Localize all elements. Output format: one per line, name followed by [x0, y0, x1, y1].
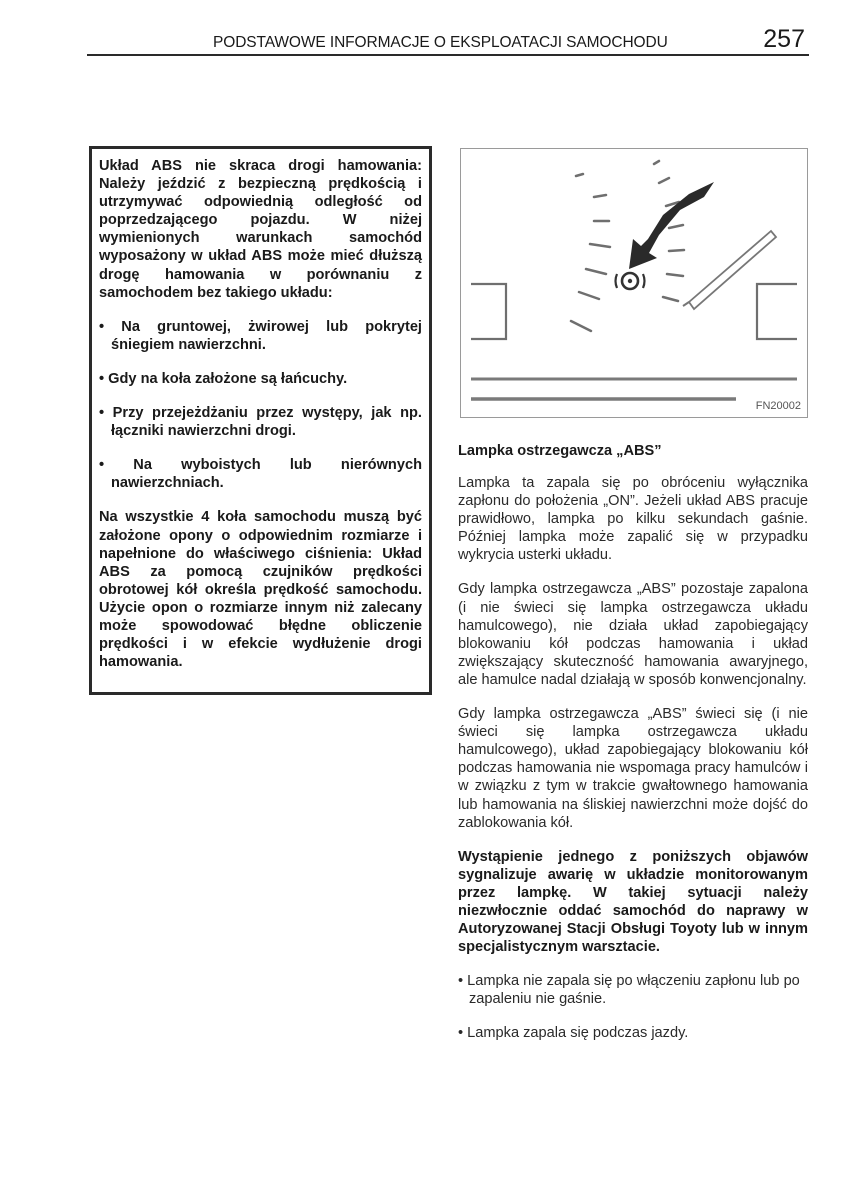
warning-list-item: • Przy przejeżdżaniu przez występy, jak np. łączniki nawierzchni drogi.: [99, 405, 422, 440]
warning-box: [89, 146, 432, 695]
paragraph: Gdy lampka ostrzegawcza „ABS” pozostaje zapalona (i nie świeci się lampka ostrzegawcza układu hamulcowego), nie działa układ zapobiegający blokowaniu kół podczas hamowania i układ zwiększający skuteczność hamowania awaryjnego, ale hamulce nadal działają w sposób konwencjonalny.: [458, 581, 808, 688]
figure-code: FN20002: [755, 400, 801, 412]
symptom-list-item: • Lampka zapala się podczas jazdy.: [458, 1025, 689, 1042]
bold-paragraph: Wystąpienie jednego z poniższych objawów sygnalizuje awarię w układzie monitorowanym przez lampkę. W takiej sytuacji należy niezwłocznie oddać samochód do naprawy w Autoryzowanej Stacji Obsługi Toyoty lub w innym specjalistycznym warsztacie.: [458, 848, 808, 956]
pointer-arrow-icon: [629, 182, 714, 269]
section-heading: Lampka ostrzegawcza „ABS”: [458, 443, 662, 459]
symptom-list: [458, 972, 808, 1042]
warning-closing: Na wszystkie 4 koła samochodu muszą być założone opony o odpowiednim rozmiarze i napełnione do właściwego ciśnienia: Układ ABS za pomocą czujników prędkości obrotowej kół określa prędkość samochodu. Użycie opon o rozmiarze innym niż zalecany może spowodować błędne obliczenie prędkości i w efekcie wydłużenie drogi hamowania.: [99, 509, 422, 671]
page-number: 257: [763, 25, 805, 53]
gauge-illustration: [461, 149, 807, 417]
page-header: [87, 22, 809, 56]
paragraph: Gdy lampka ostrzegawcza „ABS” świeci się (i nie świeci się lampka ostrzegawcza układu hamulcowego), układ zapobiegający blokowaniu kół podczas hamowania nie wspomaga pracy hamulców i w związku z tym w trakcie gwałtownego hamowania lub hamowania na śliskiej nawierzchni może dojść do zablokowania kół.: [458, 706, 808, 831]
header-title: PODSTAWOWE INFORMACJE O EKSPLOATACJI SAMOCHODU: [213, 34, 668, 51]
symptom-list-item: • Lampka nie zapala się po włączeniu zapłonu lub po zapaleniu nie gaśnie.: [458, 973, 800, 1008]
abs-lamp-section: [458, 442, 808, 1059]
warning-list-item: • Gdy na koła założone są łańcuchy.: [99, 370, 348, 387]
paragraph: Lampka ta zapala się po obróceniu wyłącznika zapłonu do położenia „ON”. Jeżeli układ ABS pracuje prawidłowo, lampka po kilku sekundach gaśnie. Później lampka może zapalić się w przypadku wykrycia usterki układu.: [458, 475, 808, 564]
warning-list: [99, 318, 422, 493]
warning-list-item: • Na wyboistych lub nierównych nawierzchniach.: [99, 457, 422, 492]
warning-intro: Układ ABS nie skraca drogi hamowania: Należy jeździć z bezpieczną prędkością i utrzymywać odpowiednią odległość od poprzedzającego pojazdu. W niżej wymienionych warunkach samochód wyposażony w układ ABS może mieć dłuższą drogę hamowania w porównaniu z samochodem bez takiego układu:: [99, 158, 422, 301]
abs-warning-lamp-icon: [616, 273, 645, 289]
instrument-panel-figure: [460, 148, 808, 418]
warning-list-item: • Na gruntowej, żwirowej lub pokrytej śniegiem nawierzchni.: [99, 318, 422, 353]
